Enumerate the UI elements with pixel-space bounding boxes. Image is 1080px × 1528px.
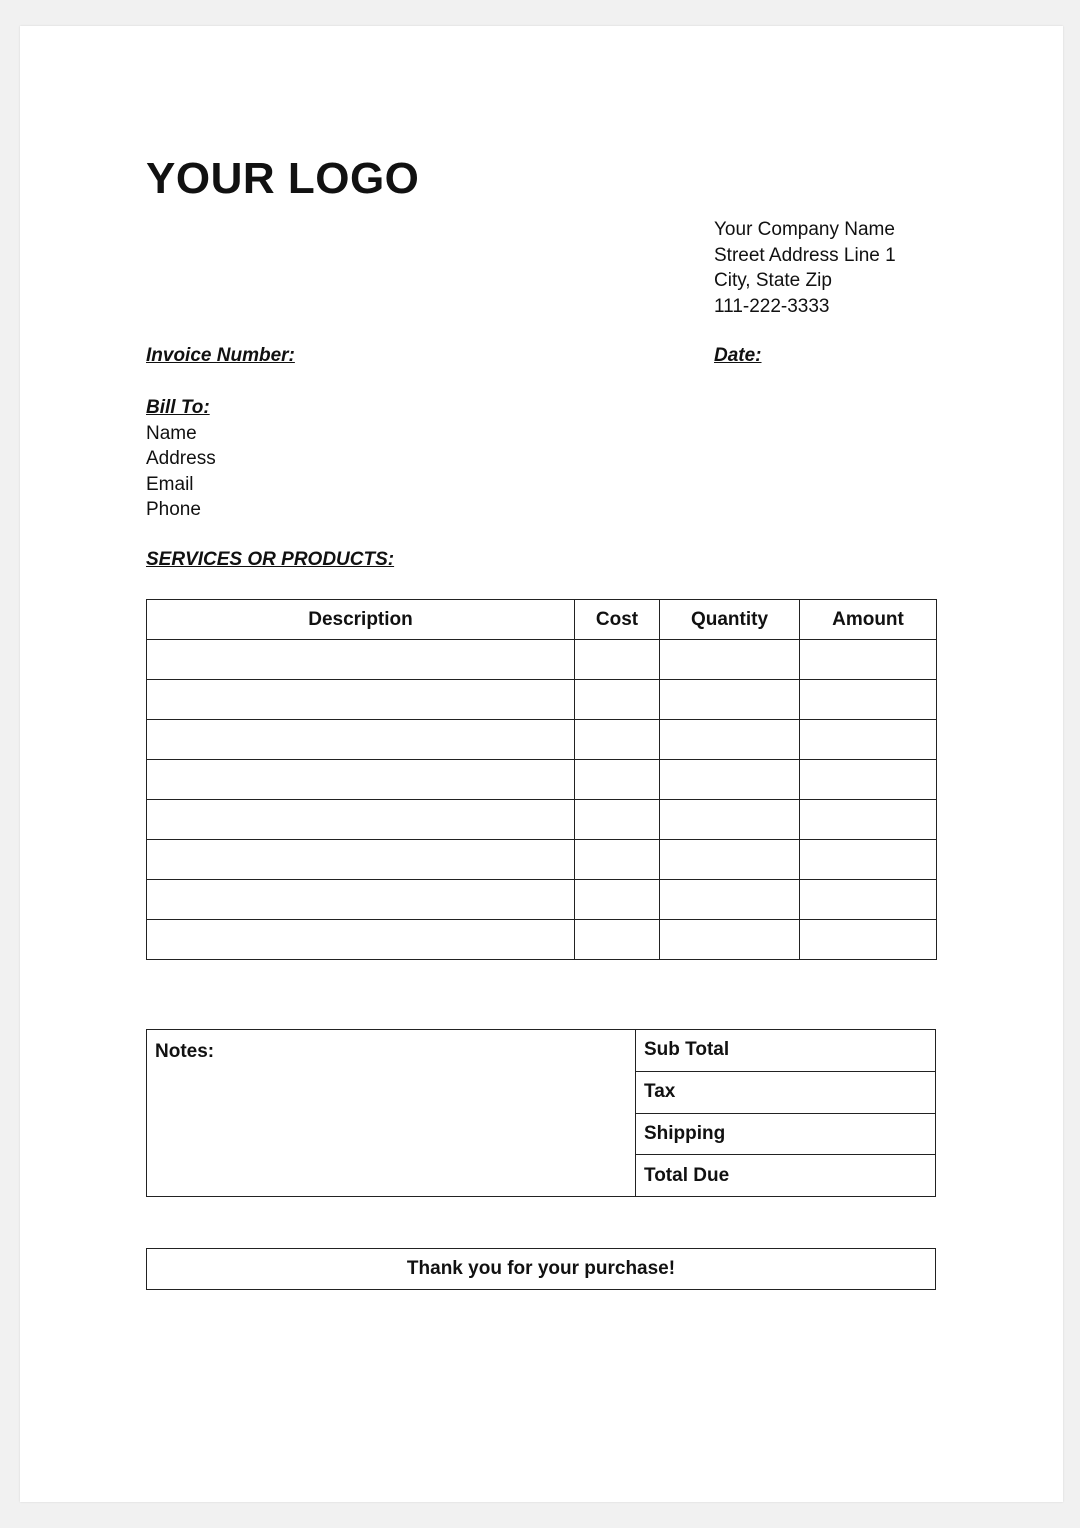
amount-cell[interactable]: [800, 920, 937, 960]
quantity-cell[interactable]: [660, 680, 800, 720]
cost-cell[interactable]: [575, 800, 660, 840]
quantity-cell[interactable]: [660, 800, 800, 840]
total-due-cell: Total Due: [636, 1155, 936, 1197]
amount-cell[interactable]: [800, 800, 937, 840]
company-phone: 111-222-3333: [714, 295, 830, 317]
invoice-number-label: Invoice Number:: [146, 345, 295, 366]
description-cell[interactable]: [147, 640, 575, 680]
thank-you-text: Thank you for your purchase!: [406, 1258, 676, 1279]
tax-cell: Tax: [636, 1071, 936, 1113]
company-street: Street Address Line 1: [714, 244, 896, 266]
cost-cell[interactable]: [575, 640, 660, 680]
amount-cell[interactable]: [800, 760, 937, 800]
thank-you-box: [146, 1248, 936, 1290]
services-label: SERVICES OR PRODUCTS:: [146, 549, 395, 570]
table-row: [147, 880, 937, 920]
items-header-row: [147, 600, 937, 640]
description-cell[interactable]: [147, 720, 575, 760]
table-row: [147, 720, 937, 760]
quantity-cell[interactable]: [660, 920, 800, 960]
quantity-cell[interactable]: [660, 640, 800, 680]
notes-label: Notes:: [155, 1041, 215, 1062]
quantity-cell[interactable]: [660, 880, 800, 920]
amount-cell[interactable]: [800, 720, 937, 760]
col-cost: Cost: [575, 600, 660, 640]
amount-cell[interactable]: [800, 680, 937, 720]
table-row: [147, 680, 937, 720]
description-cell[interactable]: [147, 840, 575, 880]
amount-cell[interactable]: [800, 880, 937, 920]
company-info: [714, 217, 896, 319]
invoice-page: [20, 26, 1063, 1502]
cost-cell[interactable]: [575, 880, 660, 920]
date-label: Date:: [714, 345, 762, 366]
company-city: City, State Zip: [714, 270, 832, 291]
table-row: [147, 840, 937, 880]
table-row: [147, 760, 937, 800]
description-cell[interactable]: [147, 760, 575, 800]
col-amount: Amount: [800, 600, 937, 640]
bill-to-section: [146, 395, 216, 523]
table-row: [147, 800, 937, 840]
quantity-cell[interactable]: [660, 760, 800, 800]
company-name: Your Company Name: [714, 219, 895, 240]
cost-cell[interactable]: [575, 680, 660, 720]
cost-cell[interactable]: [575, 920, 660, 960]
bill-to-phone: Phone: [146, 499, 201, 520]
sub-total-cell: Sub Total: [636, 1030, 936, 1072]
notes-area[interactable]: [147, 1030, 636, 1197]
col-quantity: Quantity: [660, 600, 800, 640]
description-cell[interactable]: [147, 680, 575, 720]
description-cell[interactable]: [147, 920, 575, 960]
col-description: Description: [147, 600, 575, 640]
bill-to-email: Email: [146, 473, 194, 495]
description-cell[interactable]: [147, 880, 575, 920]
shipping-cell: Shipping: [636, 1113, 936, 1155]
amount-cell[interactable]: [800, 840, 937, 880]
logo-text: YOUR LOGO: [146, 154, 420, 203]
bill-to-label: Bill To:: [146, 397, 210, 418]
bill-to-address: Address: [146, 448, 216, 469]
table-row: [147, 640, 937, 680]
cost-cell[interactable]: [575, 840, 660, 880]
cost-cell[interactable]: [575, 760, 660, 800]
cost-cell[interactable]: [575, 720, 660, 760]
description-cell[interactable]: [147, 800, 575, 840]
amount-cell[interactable]: [800, 640, 937, 680]
table-row: [147, 920, 937, 960]
quantity-cell[interactable]: [660, 840, 800, 880]
quantity-cell[interactable]: [660, 720, 800, 760]
summary-table: [146, 1029, 936, 1197]
bill-to-name: Name: [146, 422, 197, 444]
items-table: [146, 599, 937, 960]
